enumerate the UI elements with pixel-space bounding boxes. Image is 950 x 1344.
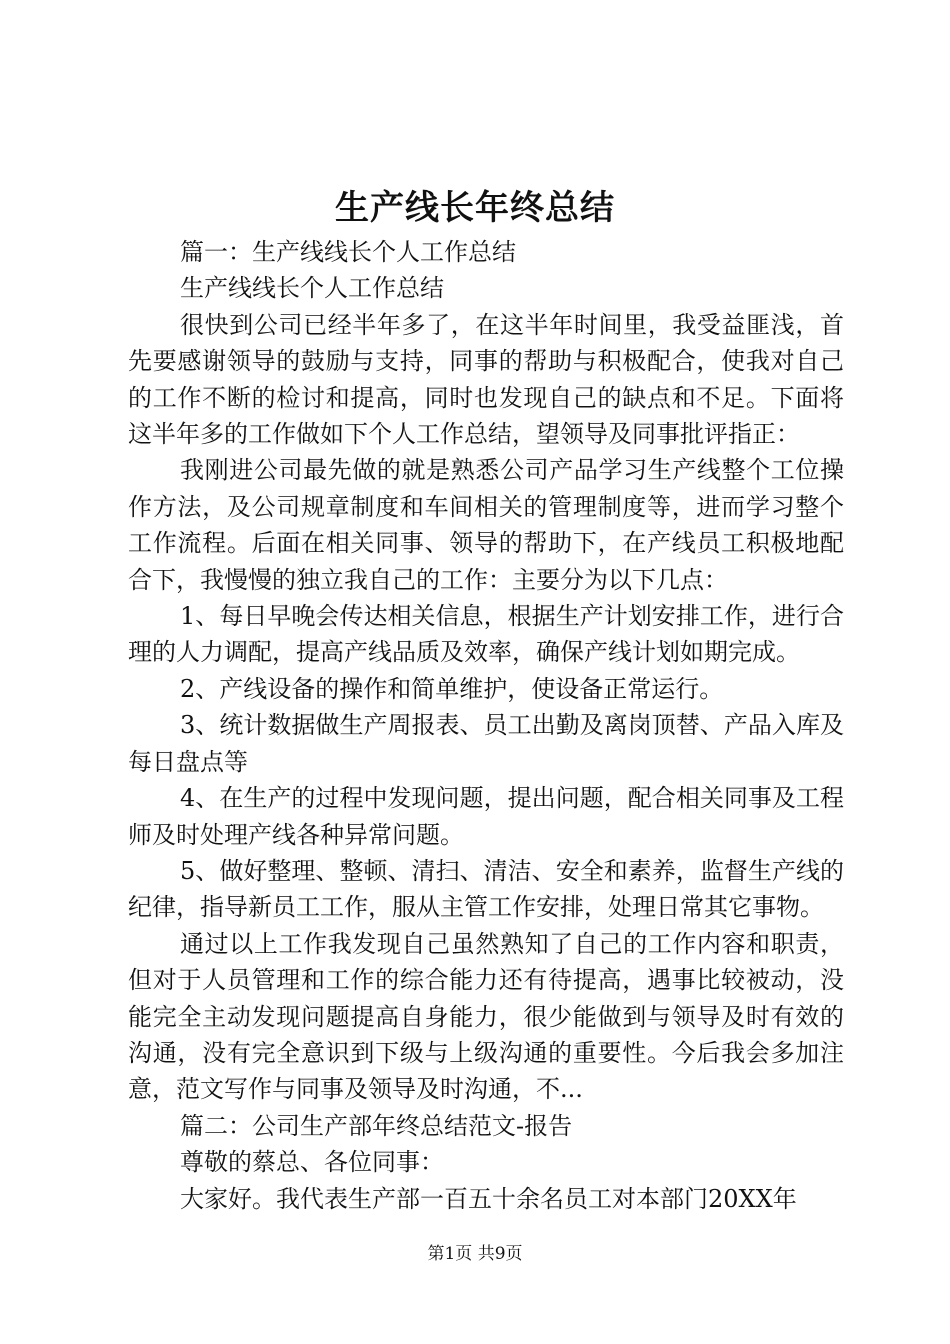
- section-heading-2: 篇二：公司生产部年终总结范文-报告: [180, 1111, 573, 1140]
- page-number-footer: 第1页 共9页: [427, 1244, 523, 1264]
- list-item: 5、做好整理、整顿、清扫、清洁、安全和素养，监督生产线的纪律，指导新员工工作，服从主管工作安排，处理日常其它事物。: [128, 856, 844, 922]
- list-item: 1、每日早晚会传达相关信息，根据生产计划安排工作，进行合理的人力调配，提高产线品质及效率，确保产线计划如期完成。: [128, 602, 844, 667]
- paragraph: 很快到公司已经半年多了，在这半年时间里，我受益匪浅，首先要感谢领导的鼓励与支持，同事的帮助与积极配合，使我对自己的工作不断的检讨和提高，同时也发现自己的缺点和不足。下面将这半年多的工作做如下个人工作总结，望领导及同事批评指正：: [128, 310, 844, 449]
- paragraph: 通过以上工作我发现自己虽然熟知了自己的工作内容和职责，但对于人员管理和工作的综合能力还有待提高，遇事比较被动，没能完全主动发现问题提高自身能力，很少能做到与领导及时有效的沟通，没有完全意识到下级与上级沟通的重要性。今后我会多加注意，范文写作与同事及领导及时沟通，不...: [128, 929, 844, 1104]
- paragraph: 我刚进公司最先做的就是熟悉公司产品学习生产线整个工位操作方法，及公司规章制度和车间相关的管理制度等，进而学习整个工作流程。后面在相关同事、领导的帮助下，在产线员工积极地配合下，我慢慢的独立我自己的工作：主要分为以下几点：: [128, 456, 844, 594]
- document-body: [128, 234, 844, 1217]
- document-title: 生产线长年终总结: [335, 188, 615, 228]
- list-item: 3、统计数据做生产周报表、员工出勤及离岗顶替、产品入库及每日盘点等: [128, 711, 844, 776]
- subheading: 生产线线长个人工作总结: [180, 274, 444, 303]
- list-item: 4、在生产的过程中发现问题，提出问题，配合相关同事及工程师及时处理产线各种异常问题。: [128, 784, 844, 849]
- section-heading-1: 篇一：生产线线长个人工作总结: [180, 238, 516, 266]
- salutation: 尊敬的蔡总、各位同事：: [180, 1148, 444, 1177]
- list-item: 2、产线设备的操作和简单维护，使设备正常运行。: [180, 674, 724, 703]
- paragraph: 大家好。我代表生产部一百五十余名员工对本部门20XX年: [180, 1184, 797, 1213]
